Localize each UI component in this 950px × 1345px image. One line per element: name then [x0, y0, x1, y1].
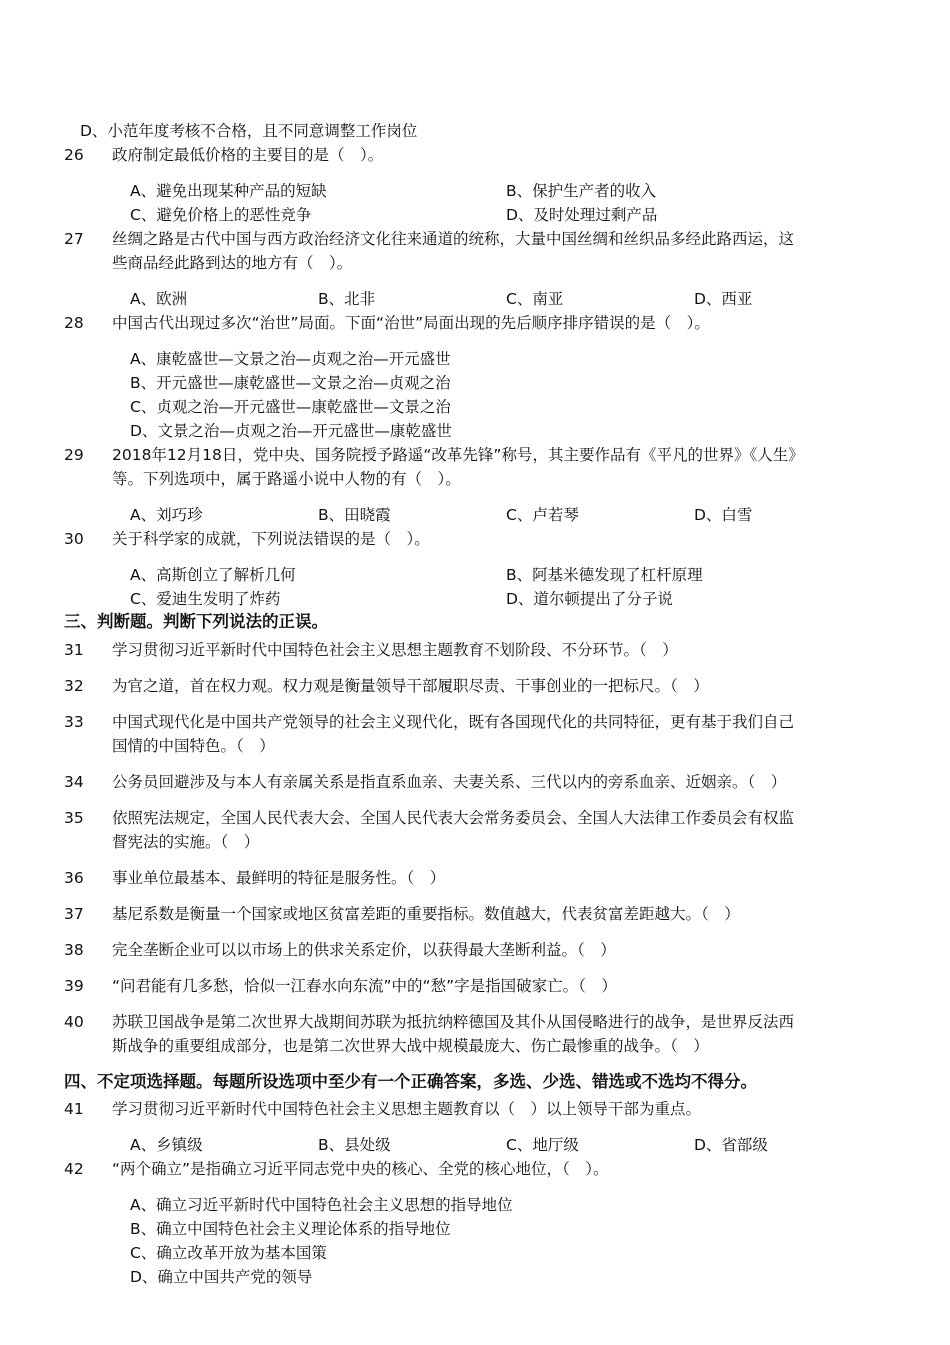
question-number: 28	[64, 314, 84, 332]
question-number: 30	[64, 530, 84, 548]
option-d: D、西亚	[694, 290, 753, 308]
option-a: A、确立习近平新时代中国特色社会主义思想的指导地位	[130, 1196, 513, 1214]
question-text: “问君能有几多愁，恰似一江春水向东流”中的“愁”字是指国破家亡。（ ）	[112, 977, 617, 995]
question-text: “两个确立”是指确立习近平同志党中央的核心、全党的核心地位，（ ）。	[112, 1160, 609, 1178]
question-number: 42	[64, 1160, 84, 1178]
question-text: 为官之道，首在权力观。权力观是衡量领导干部履职尽责、干事创业的一把标尺。（ ）	[112, 677, 709, 695]
question-text-line1: 2018年12月18日，党中央、国务院授予路遥“改革先锋”称号，其主要作品有《平凡的世界》《人生》	[112, 446, 804, 464]
option-d: D、白雪	[694, 506, 753, 524]
option-c: C、避免价格上的恶性竞争	[130, 206, 312, 224]
option-a: A、欧洲	[130, 290, 188, 308]
question-text: 公务员回避涉及与本人有亲属关系是指直系血亲、夫妻关系、三代以内的旁系血亲、近姻亲。（ ）	[112, 773, 787, 791]
option-a: A、康乾盛世—文景之治—贞观之治—开元盛世	[130, 350, 451, 368]
question-number: 34	[64, 773, 84, 791]
option-a: A、避免出现某种产品的短缺	[130, 182, 327, 200]
question-text: 中国古代出现过多次“治世”局面。下面“治世”局面出现的先后顺序排序错误的是（ ）。	[112, 314, 710, 332]
option-d: D、道尔顿提出了分子说	[506, 590, 673, 608]
question-text: 关于科学家的成就，下列说法错误的是（ ）。	[112, 530, 430, 548]
option-c: C、爱迪生发明了炸药	[130, 590, 281, 608]
question-text-line2: 督宪法的实施。（ ）	[112, 833, 260, 851]
option-b: B、县处级	[318, 1136, 391, 1154]
question-text-line1: 依照宪法规定，全国人民代表大会、全国人民代表大会常务委员会、全国人大法律工作委员会有权监	[112, 809, 795, 827]
option-a: A、高斯创立了解析几何	[130, 566, 296, 584]
option-c: C、确立改革开放为基本国策	[130, 1244, 327, 1262]
option-d: D、及时处理过剩产品	[506, 206, 658, 224]
question-text: 政府制定最低价格的主要目的是（ ）。	[112, 146, 384, 164]
question-number: 31	[64, 641, 84, 659]
question-text: 学习贯彻习近平新时代中国特色社会主义思想主题教育不划阶段、不分环节。（ ）	[112, 641, 678, 659]
question-text-line2: 等。下列选项中，属于路遥小说中人物的有（ ）。	[112, 470, 461, 488]
question-number: 41	[64, 1100, 84, 1118]
section-heading: 三、判断题。判断下列说法的正误。	[64, 612, 328, 631]
option-b: B、确立中国特色社会主义理论体系的指导地位	[130, 1220, 451, 1238]
question-number: 36	[64, 869, 84, 887]
question-number: 33	[64, 713, 84, 731]
question-number: 27	[64, 230, 84, 248]
question-text-line1: 中国式现代化是中国共产党领导的社会主义现代化，既有各国现代化的共同特征，更有基于我们自己	[112, 713, 795, 731]
option-b: B、阿基米德发现了杠杆原理	[506, 566, 703, 584]
question-text-line1: 丝绸之路是古代中国与西方政治经济文化往来通道的统称，大量中国丝绸和丝织品多经此路西运，这	[112, 230, 795, 248]
question-text-line1: 苏联卫国战争是第二次世界大战期间苏联为抵抗纳粹德国及其仆从国侵略进行的战争，是世界反法西	[112, 1013, 795, 1031]
option-d: D、文景之治—贞观之治—开元盛世—康乾盛世	[130, 422, 452, 440]
option-c: C、卢若琴	[506, 506, 579, 524]
question-text: 基尼系数是衡量一个国家或地区贫富差距的重要指标。数值越大，代表贫富差距越大。（ ）	[112, 905, 740, 923]
question-text-line2: 斯战争的重要组成部分，也是第二次世界大战中规模最庞大、伤亡最惨重的战争。（ ）	[112, 1037, 709, 1055]
section-heading: 四、不定项选择题。每题所设选项中至少有一个正确答案，多选、少选、错选或不选均不得分。	[64, 1072, 757, 1091]
option-b: B、北非	[318, 290, 376, 308]
question-text: 完全垄断企业可以以市场上的供求关系定价，以获得最大垄断利益。（ ）	[112, 941, 616, 959]
question-text: 学习贯彻习近平新时代中国特色社会主义思想主题教育以（ ）以上领导干部为重点。	[112, 1100, 702, 1118]
option-b: B、开元盛世—康乾盛世—文景之治—贞观之治	[130, 374, 451, 392]
question-number: 26	[64, 146, 84, 164]
question-text-line2: 国情的中国特色。（ ）	[112, 737, 275, 755]
option-b: B、保护生产者的收入	[506, 182, 657, 200]
option-c: C、地厅级	[506, 1136, 579, 1154]
question-text-line2: 些商品经此路到达的地方有（ ）。	[112, 254, 353, 272]
question-number: 39	[64, 977, 84, 995]
option-c: C、南亚	[506, 290, 564, 308]
question-number: 37	[64, 905, 84, 923]
option-d: D、省部级	[694, 1136, 768, 1154]
option-c: C、贞观之治—开元盛世—康乾盛世—文景之治	[130, 398, 451, 416]
option-text: D、小范年度考核不合格，且不同意调整工作岗位	[80, 122, 418, 140]
question-number: 35	[64, 809, 84, 827]
question-number: 32	[64, 677, 84, 695]
option-a: A、乡镇级	[130, 1136, 203, 1154]
question-text: 事业单位最基本、最鲜明的特征是服务性。（ ）	[112, 869, 446, 887]
option-d: D、确立中国共产党的领导	[130, 1268, 313, 1286]
question-number: 40	[64, 1013, 84, 1031]
question-number: 29	[64, 446, 84, 464]
option-b: B、田晓霞	[318, 506, 391, 524]
option-a: A、刘巧珍	[130, 506, 203, 524]
question-number: 38	[64, 941, 84, 959]
